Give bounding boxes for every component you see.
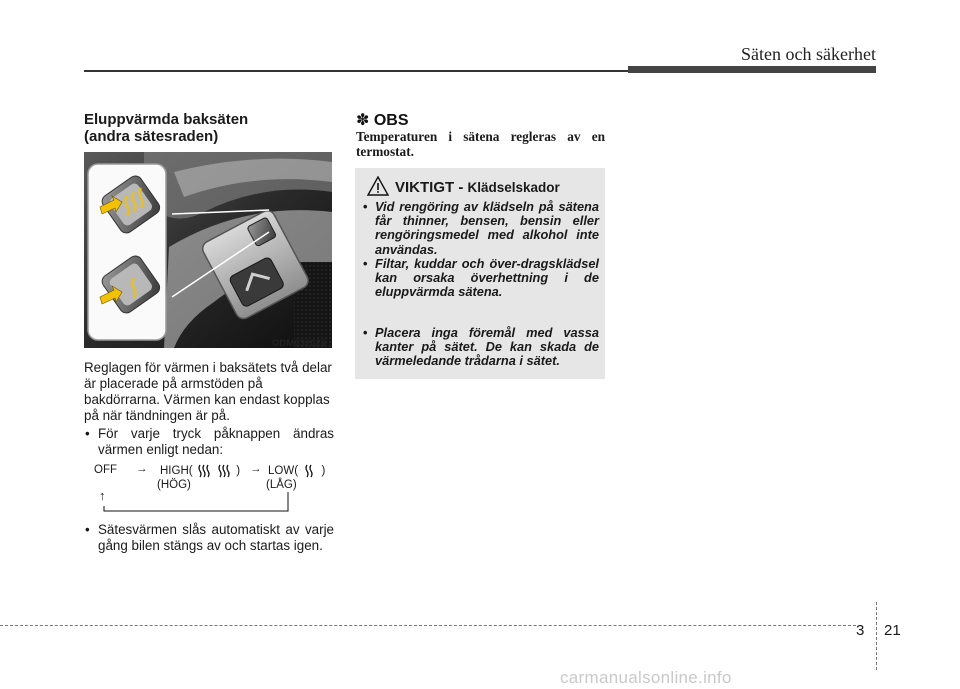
- warning-item: [361, 200, 599, 257]
- warning-sublabel: Klädselskador: [467, 180, 560, 195]
- header-rule: [84, 70, 630, 72]
- bullet-text: För varje tryck påknappen ändras värmen enligt nedan:: [98, 426, 334, 457]
- footer-divider: [876, 602, 877, 670]
- obs-text: Temperaturen i sätena regleras av en termostat.: [356, 129, 605, 159]
- bullet-dot: •: [363, 256, 368, 271]
- warning-title: [395, 179, 560, 196]
- warning-triangle-icon: [367, 176, 389, 196]
- intro-paragraph: Reglagen för värmen i baksätets två delar är placerade på armstöden på bakdörrarna. Värmen kan endast kopplas på när tändningen är på.: [84, 360, 332, 423]
- warning-item: [361, 326, 599, 369]
- warning-header: [367, 176, 597, 198]
- bullet-press-button: [84, 426, 334, 458]
- header-title: Säten och säkerhet: [741, 44, 876, 64]
- section-title-line1: Eluppvärmda baksäten: [84, 111, 249, 128]
- obs-title: ✽ OBS: [356, 112, 409, 129]
- seq-low-close: ): [321, 465, 326, 478]
- seq-return-line: [90, 462, 340, 518]
- chapter-number: 3: [856, 622, 865, 639]
- warning-item-text: Placera inga föremål med vassa kanter på sätet. De kan skada de värmeledande trådarna i sätet.: [375, 325, 599, 369]
- seq-off-label: OFF: [94, 464, 117, 476]
- warning-label: VIKTIGT -: [395, 179, 464, 196]
- seq-low-prefix: LOW(: [268, 465, 299, 478]
- figure-code: ODM032026: [272, 338, 326, 349]
- seq-high-prefix: HIGH(: [160, 465, 193, 478]
- warning-item-text: Filtar, kuddar och över-dragsklädsel kan orsaka överhettning i de eluppvärmda sätena.: [375, 256, 599, 300]
- seq-return-arrow: ↑: [99, 488, 106, 503]
- seq-high-close: ): [236, 465, 241, 478]
- seat-heater-switch-figure: [84, 152, 332, 348]
- seq-arrow-1: →: [136, 463, 148, 475]
- watermark: carmanualsonline.info: [560, 668, 732, 687]
- bullet-dot: •: [85, 522, 90, 537]
- seq-high-sub: (HÖG): [157, 479, 191, 491]
- bullet-dot: •: [363, 199, 368, 214]
- bullet-text: Sätesvärmen slås automatiskt av varje gång bilen stängs av och startas igen.: [98, 522, 334, 553]
- page-number: 21: [884, 622, 901, 639]
- warning-item-text: Vid rengöring av klädseln på sätena får thinner, bensen, bensin eller rengöringsmedel med alkohol inte användas.: [375, 199, 599, 257]
- bullet-dot: •: [85, 426, 90, 441]
- section-title: [84, 111, 324, 145]
- seq-low-sub: (LÅG): [266, 479, 297, 491]
- section-title-line2: (andra sätesraden): [84, 128, 219, 145]
- bullet-dot: •: [363, 325, 368, 340]
- footer-rule: [0, 625, 856, 626]
- warning-box: [355, 168, 605, 379]
- bullet-auto-off: [84, 522, 334, 554]
- header-rule-accent: [628, 66, 876, 73]
- seq-arrow-2: →: [250, 463, 262, 475]
- warning-item: [361, 257, 599, 300]
- heat-sequence-diagram: [90, 462, 340, 518]
